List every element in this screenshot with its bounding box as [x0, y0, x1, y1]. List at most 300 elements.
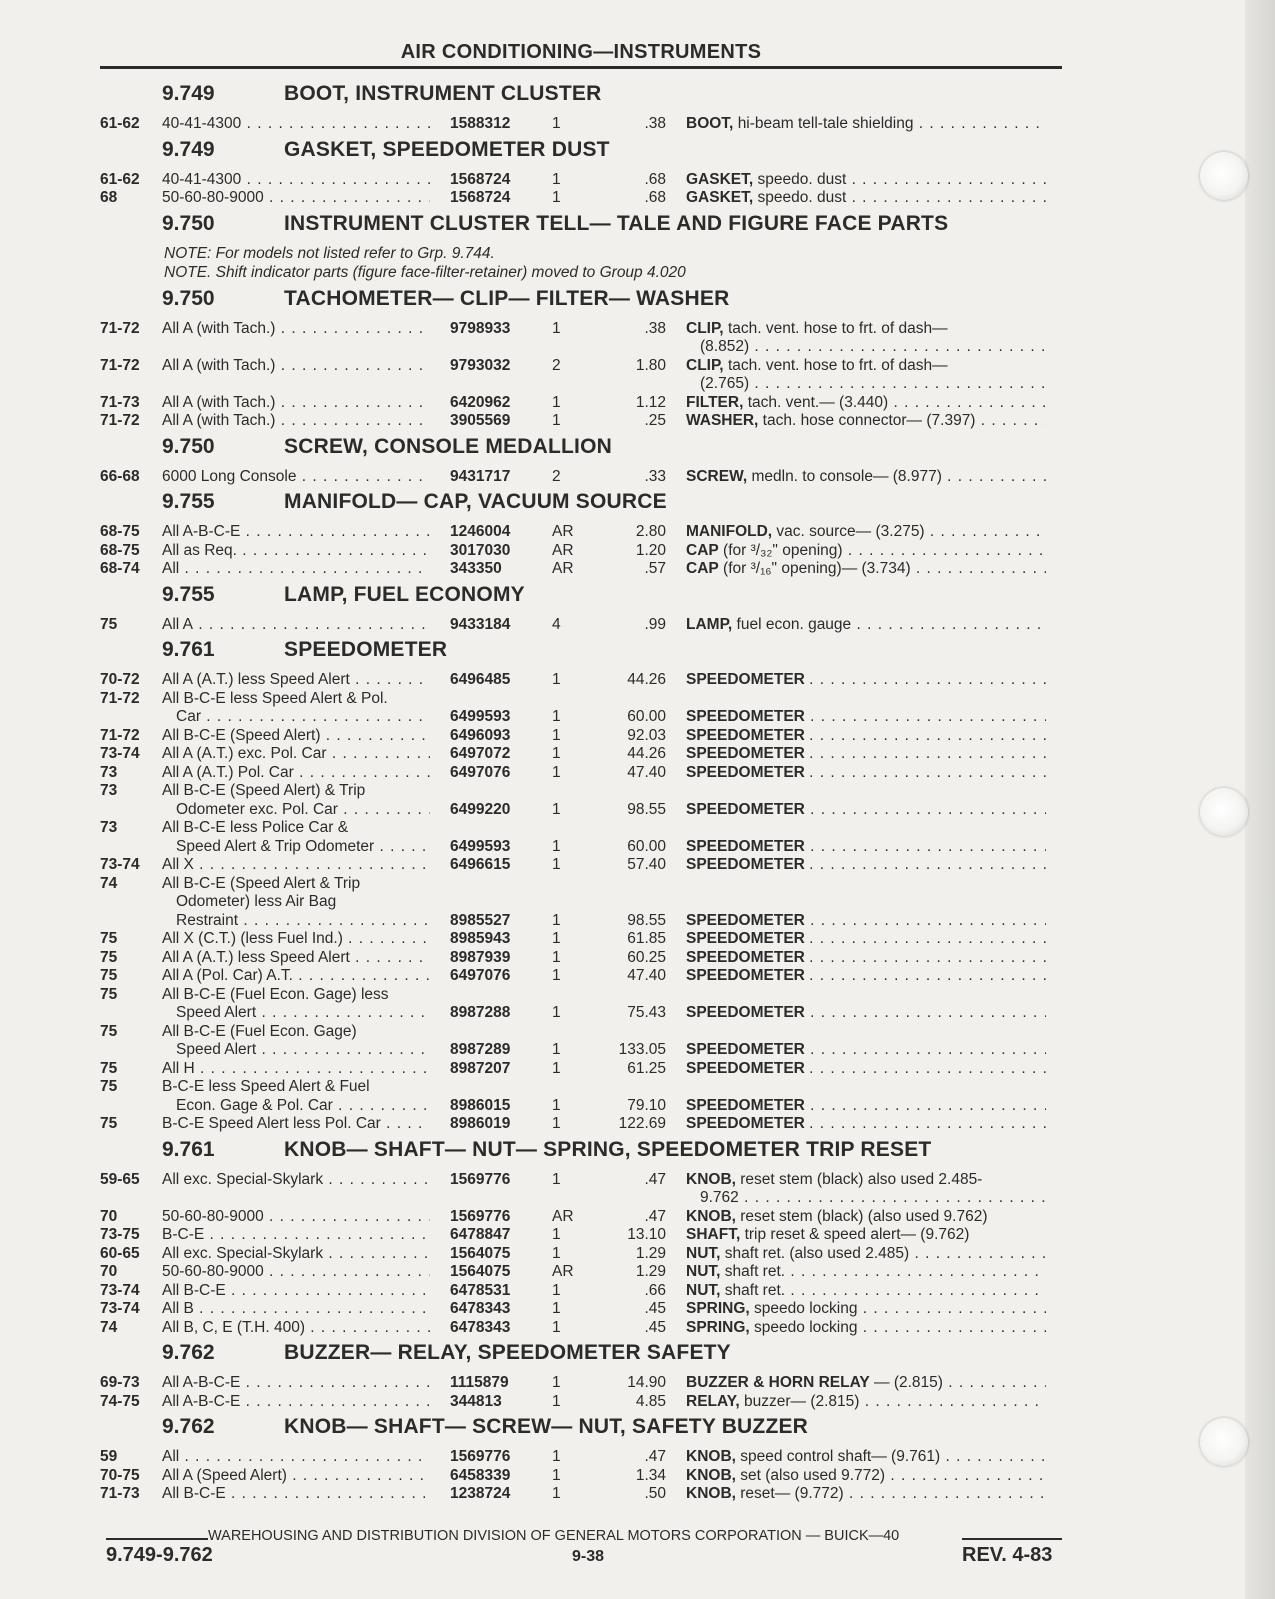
part-description	[686, 412, 1046, 430]
description-text: trip reset & speed alert— (9.762)	[744, 1226, 970, 1243]
model-applicability: All A (with Tach.) . . .	[162, 320, 430, 338]
part-row	[100, 412, 1070, 431]
model-years: 75	[100, 1059, 118, 1077]
section-title: INSTRUMENT CLUSTER TELL— TALE AND FIGURE FACE PARTS	[284, 211, 949, 235]
part-number: 6497072	[450, 745, 511, 762]
description-keyword: CLIP,	[686, 319, 724, 337]
price: 47.40	[627, 763, 666, 781]
model-applicability: All B-C-E (Fuel Econ. Gage)	[162, 1022, 357, 1040]
part-row	[100, 690, 1070, 709]
description-keyword: GASKET,	[686, 170, 754, 188]
description-keyword: SPRING,	[686, 1318, 750, 1336]
part-description	[686, 1319, 1046, 1337]
part-number: 1568724	[450, 170, 511, 188]
description-keyword: BOOT,	[686, 115, 734, 132]
part-number: 8985527	[450, 911, 511, 929]
part-number: 8987939	[450, 948, 511, 966]
part-row	[100, 320, 1070, 339]
part-row	[100, 616, 1070, 635]
model-years: 71-72	[100, 319, 140, 337]
model-applicability: All X (C.T.) (less Fuel Ind.) . . .	[162, 930, 430, 948]
model-applicability: 50-60-80-9000 . . .	[162, 1208, 430, 1226]
quantity: 1	[552, 708, 561, 725]
price: 4.85	[635, 1392, 666, 1410]
quantity: AR	[552, 1263, 574, 1280]
group-code: 9.750	[162, 434, 215, 458]
part-row	[100, 1374, 1070, 1393]
part-row	[100, 1282, 1070, 1301]
part-description	[686, 1300, 1046, 1318]
description-text: fuel econ. gauge	[736, 615, 852, 633]
section-title: KNOB— SHAFT— NUT— SPRING, SPEEDOMETER TRIP RESET	[284, 1137, 932, 1161]
part-number: 8986019	[450, 1115, 511, 1132]
part-row	[100, 1078, 1070, 1097]
price: .68	[644, 170, 666, 188]
description-keyword: KNOB,	[686, 1207, 736, 1225]
part-row	[100, 542, 1070, 561]
model-applicability: All A (with Tach.) . . .	[162, 394, 430, 412]
part-number: 1569776	[450, 1207, 511, 1225]
model-applicability: All A (with Tach.) . . .	[162, 412, 430, 430]
description-keyword: SPEEDOMETER	[686, 1004, 805, 1021]
description-text: shaft ret.	[724, 1281, 786, 1299]
model-years: 71-72	[100, 412, 140, 429]
page-number: 9-38	[572, 1548, 605, 1565]
description-keyword: RELAY,	[686, 1392, 740, 1410]
description-keyword: KNOB,	[686, 1466, 736, 1484]
section-note: NOTE: For models not listed refer to Grp. 9.744.	[164, 244, 495, 262]
group-code: 9.750	[162, 286, 215, 310]
price: .57	[644, 560, 666, 577]
model-years: 71-73	[100, 393, 140, 411]
part-description	[686, 1226, 1046, 1244]
part-description	[686, 1282, 1046, 1300]
group-code: 9.749	[162, 82, 215, 105]
model-years: 61-62	[100, 115, 140, 132]
part-row	[100, 986, 1070, 1005]
model-applicability: All . . .	[162, 1448, 430, 1466]
section-header	[100, 431, 1070, 468]
section-title: BUZZER— RELAY, SPEEDOMETER SAFETY	[284, 1341, 731, 1364]
description-keyword: SPEEDOMETER	[686, 671, 805, 688]
binder-hole	[1200, 152, 1248, 200]
price: 60.00	[627, 837, 666, 855]
description-text: medln. to console— (8.977)	[751, 467, 942, 485]
model-applicability: All B-C-E (Speed Alert) . . .	[162, 727, 430, 745]
section-title: SPEEDOMETER	[284, 638, 448, 661]
group-code: 9.750	[162, 211, 215, 235]
description-continued: (2.765) . . .	[700, 375, 1046, 393]
part-row	[100, 782, 1070, 801]
model-applicability: All B-C-E (Fuel Econ. Gage) less	[162, 985, 389, 1003]
description-keyword: SPEEDOMETER	[686, 745, 805, 762]
description-keyword: SPEEDOMETER	[686, 1041, 805, 1058]
model-applicability: All A-B-C-E . . .	[162, 523, 430, 541]
part-row	[100, 1171, 1070, 1190]
part-number: 3017030	[450, 541, 511, 559]
price: 1.29	[635, 1244, 666, 1262]
price: 92.03	[627, 726, 666, 744]
part-row	[100, 671, 1070, 690]
price: 57.40	[627, 856, 666, 873]
part-number: 1115879	[450, 1374, 509, 1391]
quantity: AR	[552, 1207, 574, 1225]
model-years: 75	[100, 967, 118, 984]
quantity: 1	[552, 393, 561, 411]
model-applicability: B-C-E . . .	[162, 1226, 430, 1244]
price: 61.85	[627, 930, 666, 947]
model-years: 70	[100, 1263, 118, 1280]
part-description	[686, 949, 1046, 967]
description-text: reset stem (black) also used 2.485-	[740, 1170, 983, 1188]
part-number: 6497076	[450, 967, 511, 984]
price: 122.69	[618, 1115, 666, 1132]
quantity: 2	[552, 467, 561, 485]
part-number: 8987289	[450, 1041, 511, 1058]
price: 44.26	[627, 671, 666, 688]
section-title: TACHOMETER— CLIP— FILTER— WASHER	[284, 286, 730, 310]
quantity: 1	[552, 837, 561, 855]
quantity: 1	[552, 1244, 561, 1262]
model-years: 70	[100, 1207, 118, 1225]
price: 60.25	[627, 948, 666, 966]
price: .38	[644, 115, 666, 132]
part-description	[686, 1467, 1046, 1485]
part-row-continued	[100, 912, 1070, 931]
price: .38	[644, 319, 666, 337]
part-number: 6499593	[450, 837, 511, 855]
quantity: 2	[552, 356, 561, 374]
price: 2.80	[635, 523, 666, 540]
part-row	[100, 764, 1070, 783]
description-keyword: SHAFT,	[686, 1226, 741, 1243]
model-continued: Speed Alert . . .	[176, 1041, 430, 1059]
price: .68	[644, 189, 666, 206]
model-years: 59	[100, 1448, 118, 1465]
price: 1.12	[635, 393, 666, 411]
part-description	[686, 1060, 1046, 1078]
description-text: shaft ret. (also used 2.485)	[724, 1244, 910, 1262]
quantity: 1	[552, 319, 561, 337]
part-description	[686, 523, 1046, 541]
description-text: (for ³/₁₆" opening)— (3.734)	[723, 560, 911, 577]
description-keyword: KNOB,	[686, 1448, 736, 1465]
part-number: 8986015	[450, 1096, 511, 1114]
description-text: tach. hose connector— (7.397)	[762, 412, 976, 429]
part-description	[686, 394, 1046, 412]
part-row	[100, 967, 1070, 986]
part-number: 6499593	[450, 708, 511, 725]
model-applicability: B-C-E less Speed Alert & Fuel	[162, 1078, 370, 1095]
part-description	[686, 542, 1046, 560]
model-years: 74	[100, 874, 118, 892]
description-text: speedo. dust	[757, 170, 847, 188]
quantity: 1	[552, 1115, 561, 1132]
description-keyword: CAP	[686, 560, 719, 577]
model-years: 68-75	[100, 523, 140, 540]
part-description	[686, 616, 1046, 634]
model-applicability: All H . . .	[162, 1060, 430, 1078]
part-row	[100, 1245, 1070, 1264]
part-row-continued	[100, 1041, 1070, 1060]
group-code: 9.755	[162, 582, 215, 606]
model-applicability: All B-C-E (Speed Alert) & Trip	[162, 782, 366, 799]
model-years: 73	[100, 819, 118, 836]
part-description	[686, 357, 1046, 375]
parts-listing	[100, 78, 1070, 1504]
part-row-continued	[100, 708, 1070, 727]
header-rule	[100, 66, 1062, 69]
page-title: AIR CONDITIONING—INSTRUMENTS	[400, 41, 762, 63]
part-number: 1564075	[450, 1244, 511, 1262]
price: .33	[644, 467, 666, 485]
description-continued-row	[100, 1189, 1070, 1208]
part-number: 6496093	[450, 726, 511, 744]
model-applicability: All B-C-E . . .	[162, 1485, 430, 1503]
description-keyword: CAP	[686, 541, 719, 559]
model-years: 73-74	[100, 1300, 140, 1317]
part-description	[686, 320, 1046, 338]
price: 1.80	[635, 356, 666, 374]
part-description	[686, 1171, 1046, 1189]
group-code: 9.761	[162, 638, 215, 661]
description-keyword: WASHER,	[686, 412, 759, 429]
model-applicability: All B-C-E less Police Car &	[162, 819, 349, 836]
model-years: 68	[100, 189, 118, 206]
quantity: 1	[552, 1300, 561, 1317]
price: 98.55	[627, 800, 666, 818]
model-applicability: All B-C-E . . .	[162, 1282, 430, 1300]
quantity: AR	[552, 541, 574, 559]
model-years: 73	[100, 782, 118, 799]
part-description	[686, 856, 1046, 874]
model-years: 61-62	[100, 170, 140, 188]
description-keyword: SPEEDOMETER	[686, 763, 805, 781]
description-continued: (8.852) . . .	[700, 338, 1046, 356]
part-number: 6496615	[450, 856, 511, 873]
section-header	[100, 579, 1070, 616]
description-keyword: SPRING,	[686, 1300, 750, 1317]
part-number: 6478343	[450, 1318, 511, 1336]
part-row	[100, 394, 1070, 413]
part-description	[686, 764, 1046, 782]
quantity: 1	[552, 1170, 561, 1188]
model-years: 73-74	[100, 1281, 140, 1299]
model-applicability: All as Req. . . .	[162, 542, 430, 560]
group-code: 9.755	[162, 490, 215, 513]
part-description	[686, 930, 1046, 948]
part-row	[100, 1060, 1070, 1079]
model-applicability: All B, C, E (T.H. 400) . . .	[162, 1319, 430, 1337]
part-number: 6458339	[450, 1466, 511, 1484]
model-years: 69-73	[100, 1374, 140, 1391]
description-text: speedo locking	[754, 1318, 858, 1336]
price: 13.10	[627, 1226, 666, 1243]
section-title: BOOT, INSTRUMENT CLUSTER	[284, 82, 602, 105]
section-header	[100, 78, 1070, 115]
part-row	[100, 930, 1070, 949]
model-applicability: All A-B-C-E . . .	[162, 1374, 430, 1392]
part-description	[686, 1485, 1046, 1503]
binder-hole	[1200, 788, 1248, 836]
model-continued: Car . . .	[176, 708, 430, 726]
price: 98.55	[627, 911, 666, 929]
part-row	[100, 189, 1070, 208]
part-number: 1569776	[450, 1448, 511, 1465]
description-keyword: GASKET,	[686, 189, 754, 206]
part-number: 3905569	[450, 412, 511, 429]
price: 79.10	[627, 1096, 666, 1114]
section-title: MANIFOLD— CAP, VACUUM SOURCE	[284, 490, 667, 513]
description-keyword: KNOB,	[686, 1485, 736, 1502]
model-years: 59-65	[100, 1170, 140, 1188]
model-years: 71-72	[100, 726, 140, 744]
part-row-continued	[100, 801, 1070, 820]
model-applicability: All A (Pol. Car) A.T. . . .	[162, 967, 430, 985]
model-continued: Econ. Gage & Pol. Car . . .	[176, 1097, 430, 1115]
model-years: 74-75	[100, 1392, 140, 1410]
footer-rule	[962, 1538, 1062, 1540]
model-years: 75	[100, 985, 118, 1003]
description-keyword: BUZZER & HORN RELAY	[686, 1374, 870, 1391]
model-years: 75	[100, 948, 118, 966]
quantity: 1	[552, 948, 561, 966]
part-row	[100, 1393, 1070, 1412]
quantity: 4	[552, 615, 561, 633]
model-applicability: 40-41-4300 . . .	[162, 171, 430, 189]
model-years: 75	[100, 615, 118, 633]
part-number: 1238724	[450, 1485, 511, 1502]
part-row	[100, 1263, 1070, 1282]
part-description	[686, 468, 1046, 486]
part-description	[686, 671, 1046, 689]
quantity: 1	[552, 967, 561, 984]
model-years: 73	[100, 763, 118, 781]
quantity: 1	[552, 1466, 561, 1484]
description-keyword: SPEEDOMETER	[686, 1059, 805, 1077]
part-row	[100, 819, 1070, 838]
price: .47	[644, 1170, 666, 1188]
footer-division: WAREHOUSING AND DISTRIBUTION DIVISION OF GENERAL MOTORS CORPORATION — BUICK—40	[208, 1528, 900, 1544]
description-keyword: KNOB,	[686, 1170, 736, 1188]
model-continued: Odometer) less Air Bag	[176, 893, 337, 910]
quantity: 1	[552, 1318, 561, 1336]
price: .25	[644, 412, 666, 429]
part-description	[686, 1208, 1046, 1226]
quantity: 1	[552, 800, 561, 818]
part-number: 1569776	[450, 1170, 511, 1188]
part-row	[100, 1226, 1070, 1245]
quantity: 1	[552, 1374, 561, 1391]
model-years: 73-74	[100, 856, 140, 873]
section-header	[100, 134, 1070, 171]
description-keyword: SCREW,	[686, 467, 748, 485]
part-number: 9433184	[450, 615, 511, 633]
price: 1.20	[635, 541, 666, 559]
model-applicability: All A (Speed Alert) . . .	[162, 1467, 430, 1485]
description-text: speedo locking	[754, 1300, 858, 1317]
part-description	[686, 560, 1046, 578]
quantity: 1	[552, 1392, 561, 1410]
price: 44.26	[627, 745, 666, 762]
price: .50	[644, 1485, 666, 1502]
model-years: 66-68	[100, 467, 140, 485]
section-header	[100, 1134, 1070, 1171]
part-number: 8987288	[450, 1004, 511, 1021]
quantity: 1	[552, 170, 561, 188]
model-years: 70-75	[100, 1466, 140, 1484]
quantity: 1	[552, 856, 561, 873]
model-applicability: All B . . .	[162, 1300, 430, 1318]
part-row	[100, 560, 1070, 579]
model-years: 71-72	[100, 689, 140, 707]
part-number: 9793032	[450, 356, 511, 374]
part-row	[100, 1208, 1070, 1227]
description-keyword: CLIP,	[686, 356, 724, 374]
description-text: hi-beam tell-tale shielding	[737, 115, 914, 132]
description-keyword: SPEEDOMETER	[686, 930, 805, 947]
part-row	[100, 1485, 1070, 1504]
group-code: 9.762	[162, 1415, 215, 1438]
part-description	[686, 745, 1046, 763]
part-description	[686, 838, 1046, 856]
quantity: AR	[552, 523, 574, 540]
part-row-continued	[100, 838, 1070, 857]
model-years: 74	[100, 1318, 118, 1336]
price: 14.90	[627, 1374, 666, 1391]
section-header	[100, 283, 1070, 320]
description-continued-row	[100, 338, 1070, 357]
part-number: 8987207	[450, 1059, 511, 1077]
description-keyword: SPEEDOMETER	[686, 837, 805, 855]
section-title: GASKET, SPEEDOMETER DUST	[284, 137, 610, 161]
price: 133.05	[618, 1041, 666, 1058]
part-number: 9798933	[450, 319, 511, 337]
part-description	[686, 708, 1046, 726]
quantity: 1	[552, 1059, 561, 1077]
model-applicability: All B-C-E less Speed Alert & Pol.	[162, 689, 388, 707]
description-text: reset stem (black) (also used 9.762)	[740, 1207, 988, 1225]
model-applicability: All A (A.T.) exc. Pol. Car . . .	[162, 745, 430, 763]
price: .45	[644, 1300, 666, 1317]
model-applicability: All exc. Special-Skylark . . .	[162, 1171, 430, 1189]
price: 75.43	[627, 1004, 666, 1021]
model-continued: Speed Alert . . .	[176, 1004, 430, 1022]
quantity: 1	[552, 412, 561, 429]
model-applicability: All A (A.T.) less Speed Alert . . .	[162, 949, 430, 967]
part-number: 6478847	[450, 1226, 511, 1243]
description-keyword: NUT,	[686, 1244, 721, 1262]
model-years: 71-73	[100, 1485, 140, 1502]
description-text: set (also used 9.772)	[740, 1466, 886, 1484]
part-description	[686, 1097, 1046, 1115]
price: 61.25	[627, 1059, 666, 1077]
description-keyword: SPEEDOMETER	[686, 708, 805, 725]
part-row	[100, 523, 1070, 542]
part-row	[100, 1319, 1070, 1338]
part-row-continued	[100, 893, 1070, 912]
group-range: 9.749-9.762	[106, 1544, 213, 1566]
part-row	[100, 1467, 1070, 1486]
part-row-continued	[100, 1004, 1070, 1023]
model-applicability: All A (A.T.) less Speed Alert . . .	[162, 671, 430, 689]
part-description	[686, 1004, 1046, 1022]
model-years: 73-75	[100, 1226, 140, 1243]
description-keyword: SPEEDOMETER	[686, 911, 805, 929]
part-row	[100, 1023, 1070, 1042]
part-number: 8985943	[450, 930, 511, 947]
price: 60.00	[627, 708, 666, 725]
